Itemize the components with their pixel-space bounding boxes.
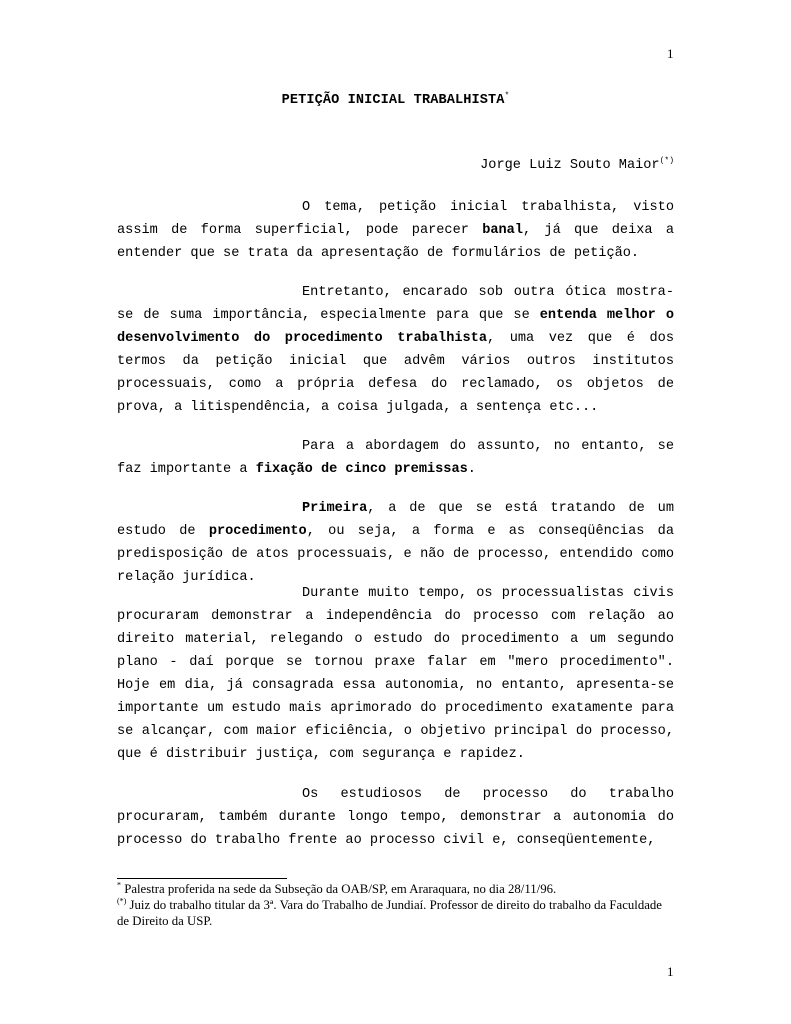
paragraph-2-text-a: Entretanto, encarado sob outra ótica mostra-se de suma importância, especialmente para que se (117, 285, 674, 323)
paragraph-2 (117, 281, 674, 419)
title-footnote-mark: * (504, 91, 510, 101)
paragraph-3-bold: fixação de cinco premissas (255, 462, 468, 477)
paragraph-4-bold-1: Primeira (302, 501, 368, 516)
page-number-top: 1 (667, 46, 674, 61)
paragraph-2-bold: entenda melhor o desenvolvimento do procedimento trabalhista (117, 308, 674, 346)
paragraph-1-text-c: , já que deixa a entender que se trata da apresentação de formulários de petição. (117, 223, 674, 261)
author-footnote-mark: (*) (659, 156, 674, 166)
paragraph-4 (117, 497, 674, 589)
page-number-bottom: 1 (667, 964, 674, 979)
paragraph-6-text: Os estudiosos de processo do trabalho procuraram, também durante longo tempo, demonstrar a autonomia do processo do trabalho frente ao processo civil e, conseqüentemente, (117, 787, 674, 848)
footnote-1-mark: * (117, 880, 121, 890)
paragraph-1-bold: banal (482, 223, 523, 238)
footnote-2-mark: (*) (117, 896, 127, 906)
paragraph-4-text-c: , ou seja, a forma e as conseqüências da predisposição de atos processuais, e não de processo, entendido como relação jurídica. (117, 524, 674, 585)
paragraph-4-bold-2: procedimento (208, 524, 307, 539)
paragraph-5 (117, 582, 674, 766)
paragraph-1 (117, 196, 674, 265)
paragraph-1-text-a: O tema, petição inicial trabalhista, visto assim de forma superficial, pode parecer (117, 200, 674, 238)
title-text: PETIÇÃO INICIAL TRABALHISTA (281, 93, 505, 108)
document-title (0, 93, 791, 108)
footnote-2 (117, 897, 677, 929)
paragraph-3 (117, 435, 674, 481)
author-name: Jorge Luiz Souto Maior (480, 158, 660, 173)
paragraph-3-text-a: Para a abordagem do assunto, no entanto, se faz importante a (117, 439, 674, 477)
paragraph-4-text-a: , a de que se está tratando de um estudo de (117, 501, 674, 539)
paragraph-6 (117, 783, 674, 852)
footnote-2-text: Juiz do trabalho titular da 3ª. Vara do Trabalho de Jundiaí. Professor de direito do trabalho da Faculdade de Direito da USP. (117, 898, 662, 928)
paragraph-3-text-c: . (467, 462, 476, 477)
footnote-separator (117, 878, 287, 879)
paragraph-2-text-c: , uma vez que é dos termos da petição inicial que advêm vários outros institutos processuais, como a própria defesa do reclamado, os objetos de prova, a litispendência, a coisa julgada, a sentença etc... (117, 331, 674, 415)
author-line (480, 158, 674, 173)
footnotes (117, 881, 677, 929)
footnote-1-text: Palestra proferida na sede da Subseção da OAB/SP, em Araraquara, no dia 28/11/96. (121, 882, 557, 896)
paragraph-5-text: Durante muito tempo, os processualistas civis procuraram demonstrar a independência do processo com relação ao direito material, relegando o estudo do procedimento a um segundo plano - daí porque se tornou praxe falar em "mero procedimento". Hoje em dia, já consagrada essa autonomia, no entanto, apresenta-se importante um estudo mais aprimorado do procedimento exatamente para se alcançar, com maior eficiência, o objetivo principal do processo, que é distribuir justiça, com segurança e rapidez. (117, 586, 674, 762)
footnote-1 (117, 881, 677, 897)
